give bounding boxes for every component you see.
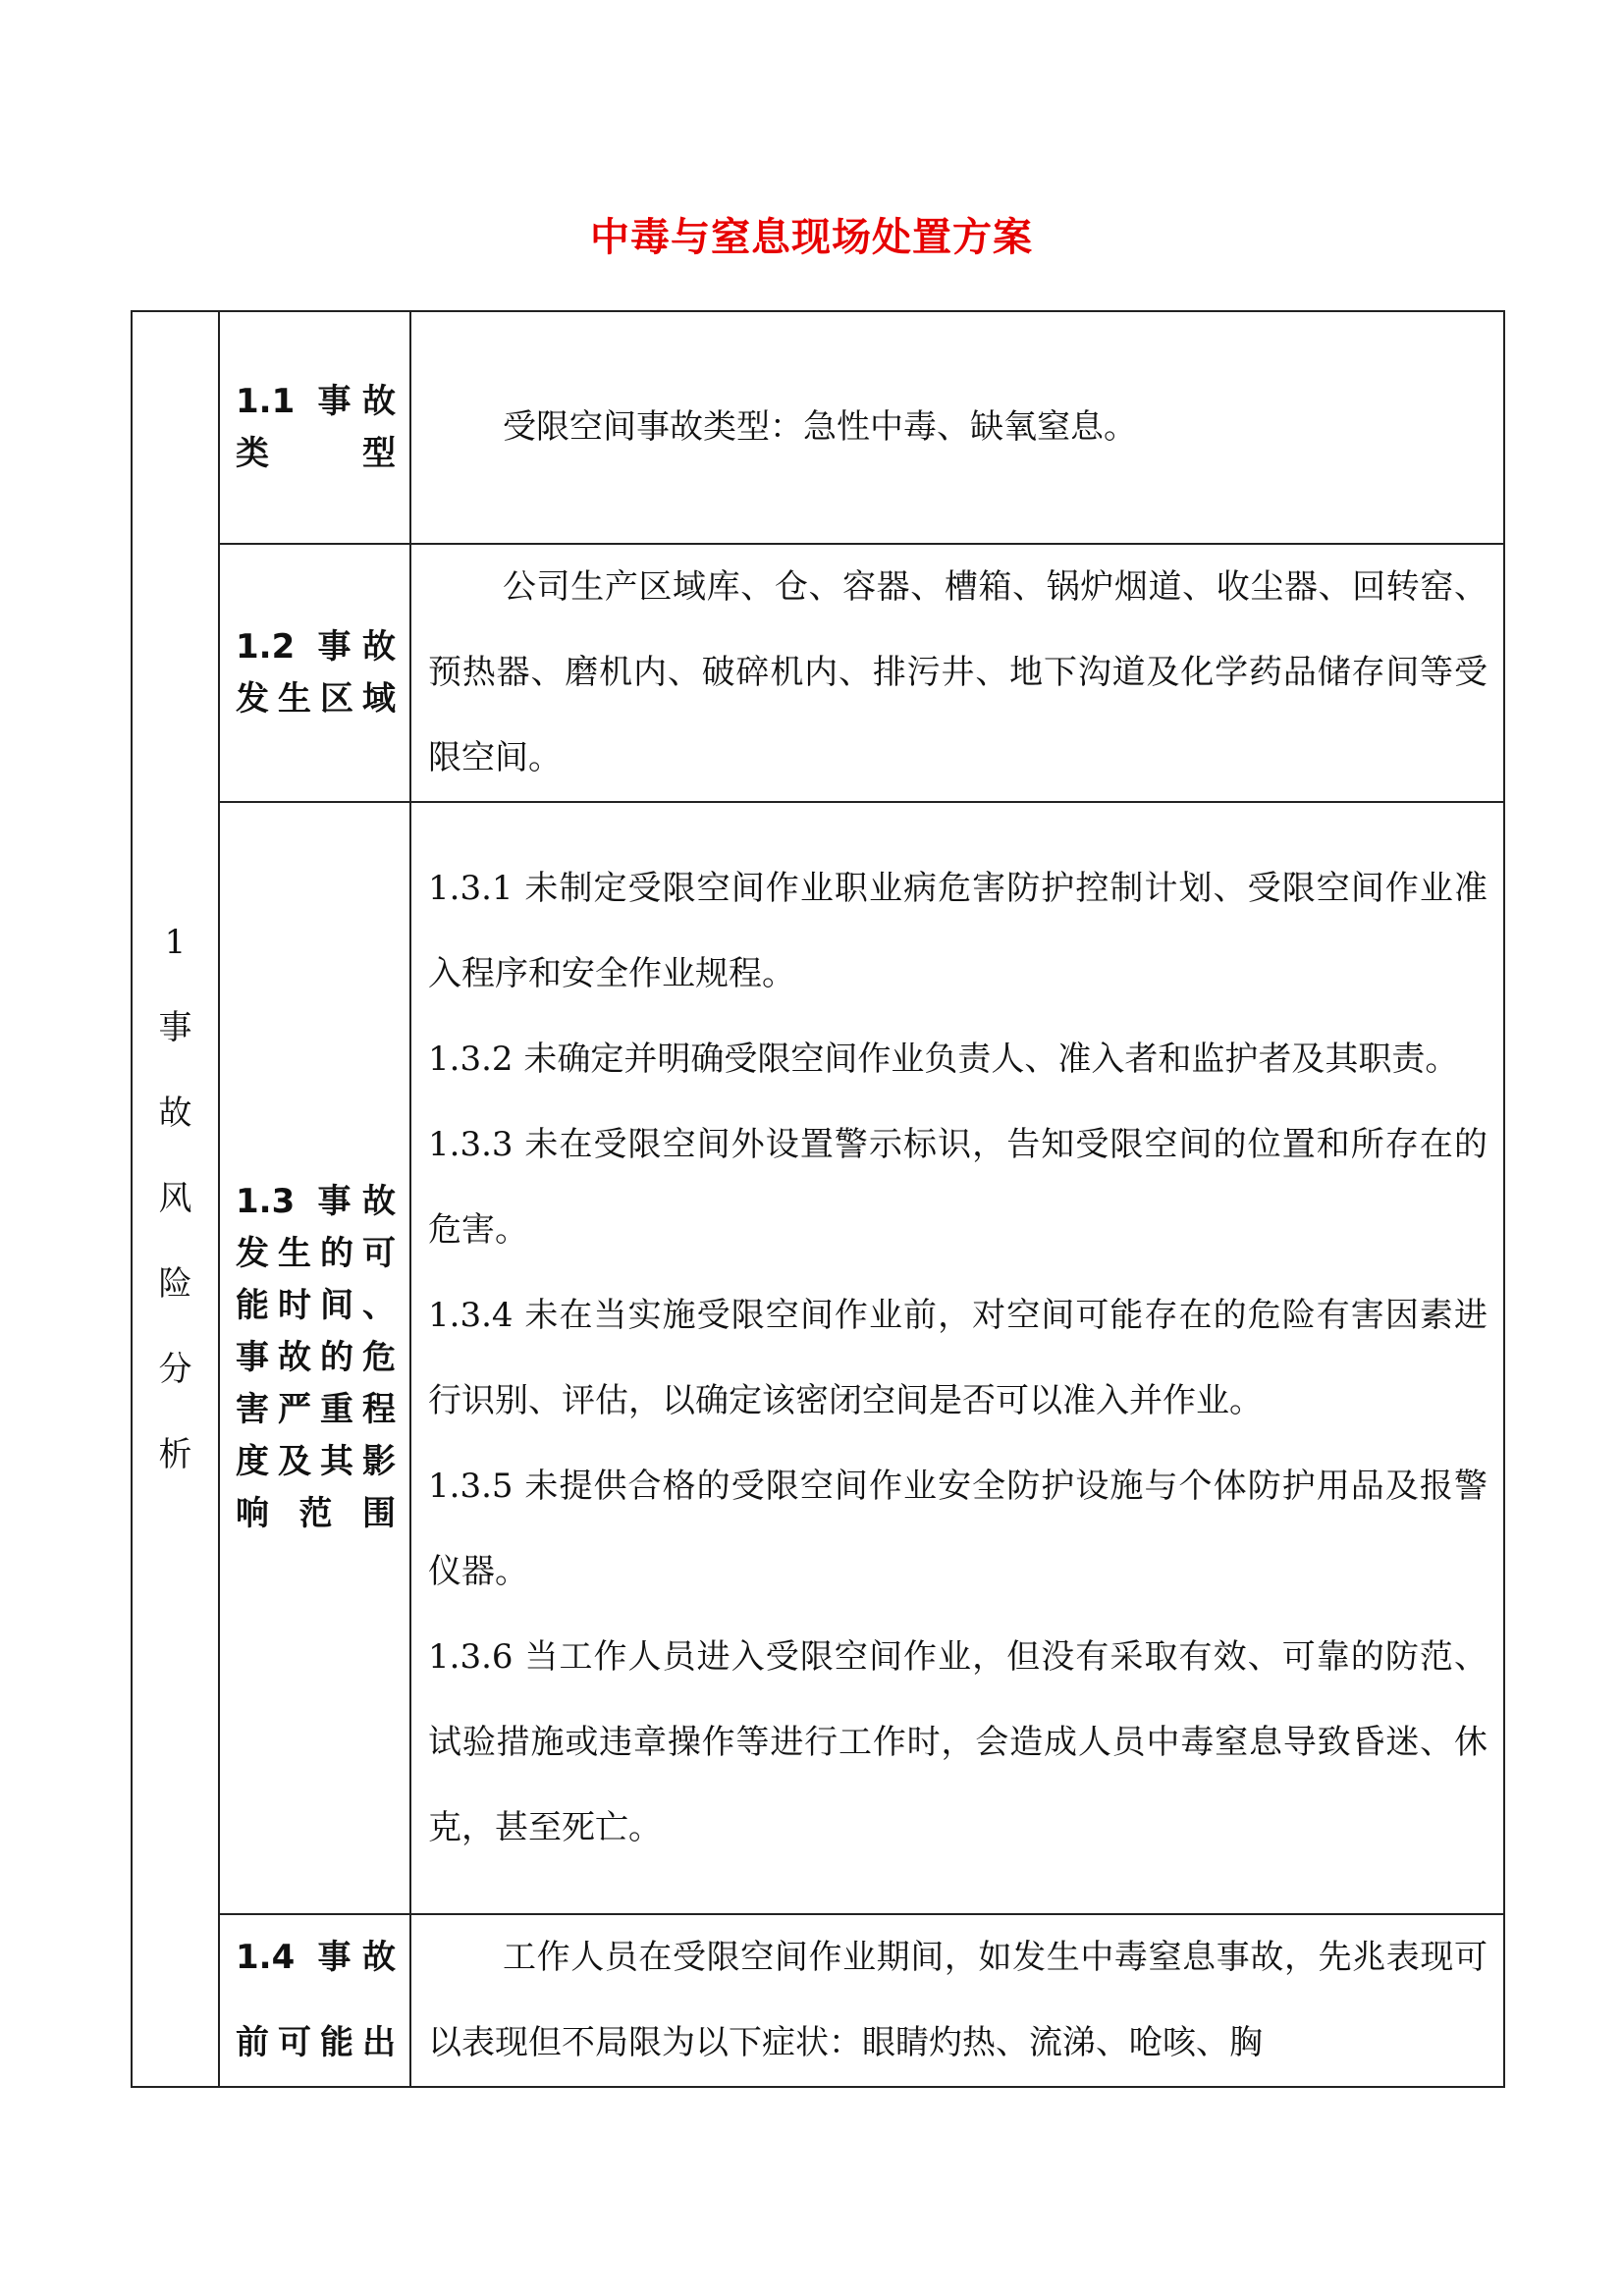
content-paragraph: 受限空间事故类型：急性中毒、缺氧窒息。	[503, 407, 1137, 447]
row-content-cell	[410, 311, 1504, 544]
row-label-cell	[219, 1914, 410, 2087]
table-row	[132, 311, 1504, 544]
row-label-cell	[219, 802, 410, 1914]
row-label-cell	[219, 544, 410, 802]
content-paragraph: 1.3.4 未在当实施受限空间作业前，对空间可能存在的危险有害因素进行识别、评估，以确定该密闭空间是否可以准入并作业。	[428, 1295, 1488, 1420]
table-row	[132, 1914, 1504, 2087]
content-paragraph: 1.3.6 当工作人员进入受限空间作业，但没有采取有效、可靠的防范、试验措施或违章操作等进行工作时，会造成人员中毒窒息导致昏迷、休克，甚至死亡。	[428, 1636, 1488, 1847]
table-row	[132, 802, 1504, 1914]
content-paragraph: 1.3.2 未确定并明确受限空间作业负责人、准入者和监护者及其职责。	[428, 1039, 1459, 1079]
content-paragraph: 1.3.5 未提供合格的受限空间作业安全防护设施与个体防护用品及报警仪器。	[428, 1466, 1488, 1591]
content-paragraph: 公司生产区域库、仓、容器、槽箱、锅炉烟道、收尘器、回转窑、预热器、磨机内、破碎机内、排污井、地下沟道及化学药品储存间等受限空间。	[428, 567, 1488, 777]
row-label-precursor: 1.4 事故前可能出	[236, 1938, 396, 2062]
row-label-accident-possibility: 1.3 事故发生的可能时间、事故的危害严重程度及其影响范围	[236, 1182, 396, 1533]
row-label-accident-type: 1.1 事故类型	[236, 381, 396, 473]
page-title: 中毒与窒息现场处置方案	[590, 215, 1033, 260]
content-paragraph: 1.3.1 未制定受限空间作业职业病危害防护控制计划、受限空间作业准入程序和安全作业规程。	[428, 868, 1488, 993]
section-label: 1事故风险分析	[158, 923, 192, 1474]
content-paragraph: 工作人员在受限空间作业期间，如发生中毒窒息事故，先兆表现可以表现但不局限为以下症状：眼睛灼热、流涕、呛咳、胸	[428, 1938, 1488, 2062]
row-content-cell	[410, 544, 1504, 802]
section-cell	[132, 311, 219, 2087]
row-label-accident-area: 1.2 事故发生区域	[236, 626, 396, 719]
content-paragraph: 1.3.3 未在受限空间外设置警示标识，告知受限空间的位置和所存在的危害。	[428, 1124, 1488, 1250]
plan-table	[131, 310, 1505, 2088]
row-label-cell	[219, 311, 410, 544]
table-row	[132, 544, 1504, 802]
row-content-cell	[410, 1914, 1504, 2087]
row-content-cell	[410, 802, 1504, 1914]
